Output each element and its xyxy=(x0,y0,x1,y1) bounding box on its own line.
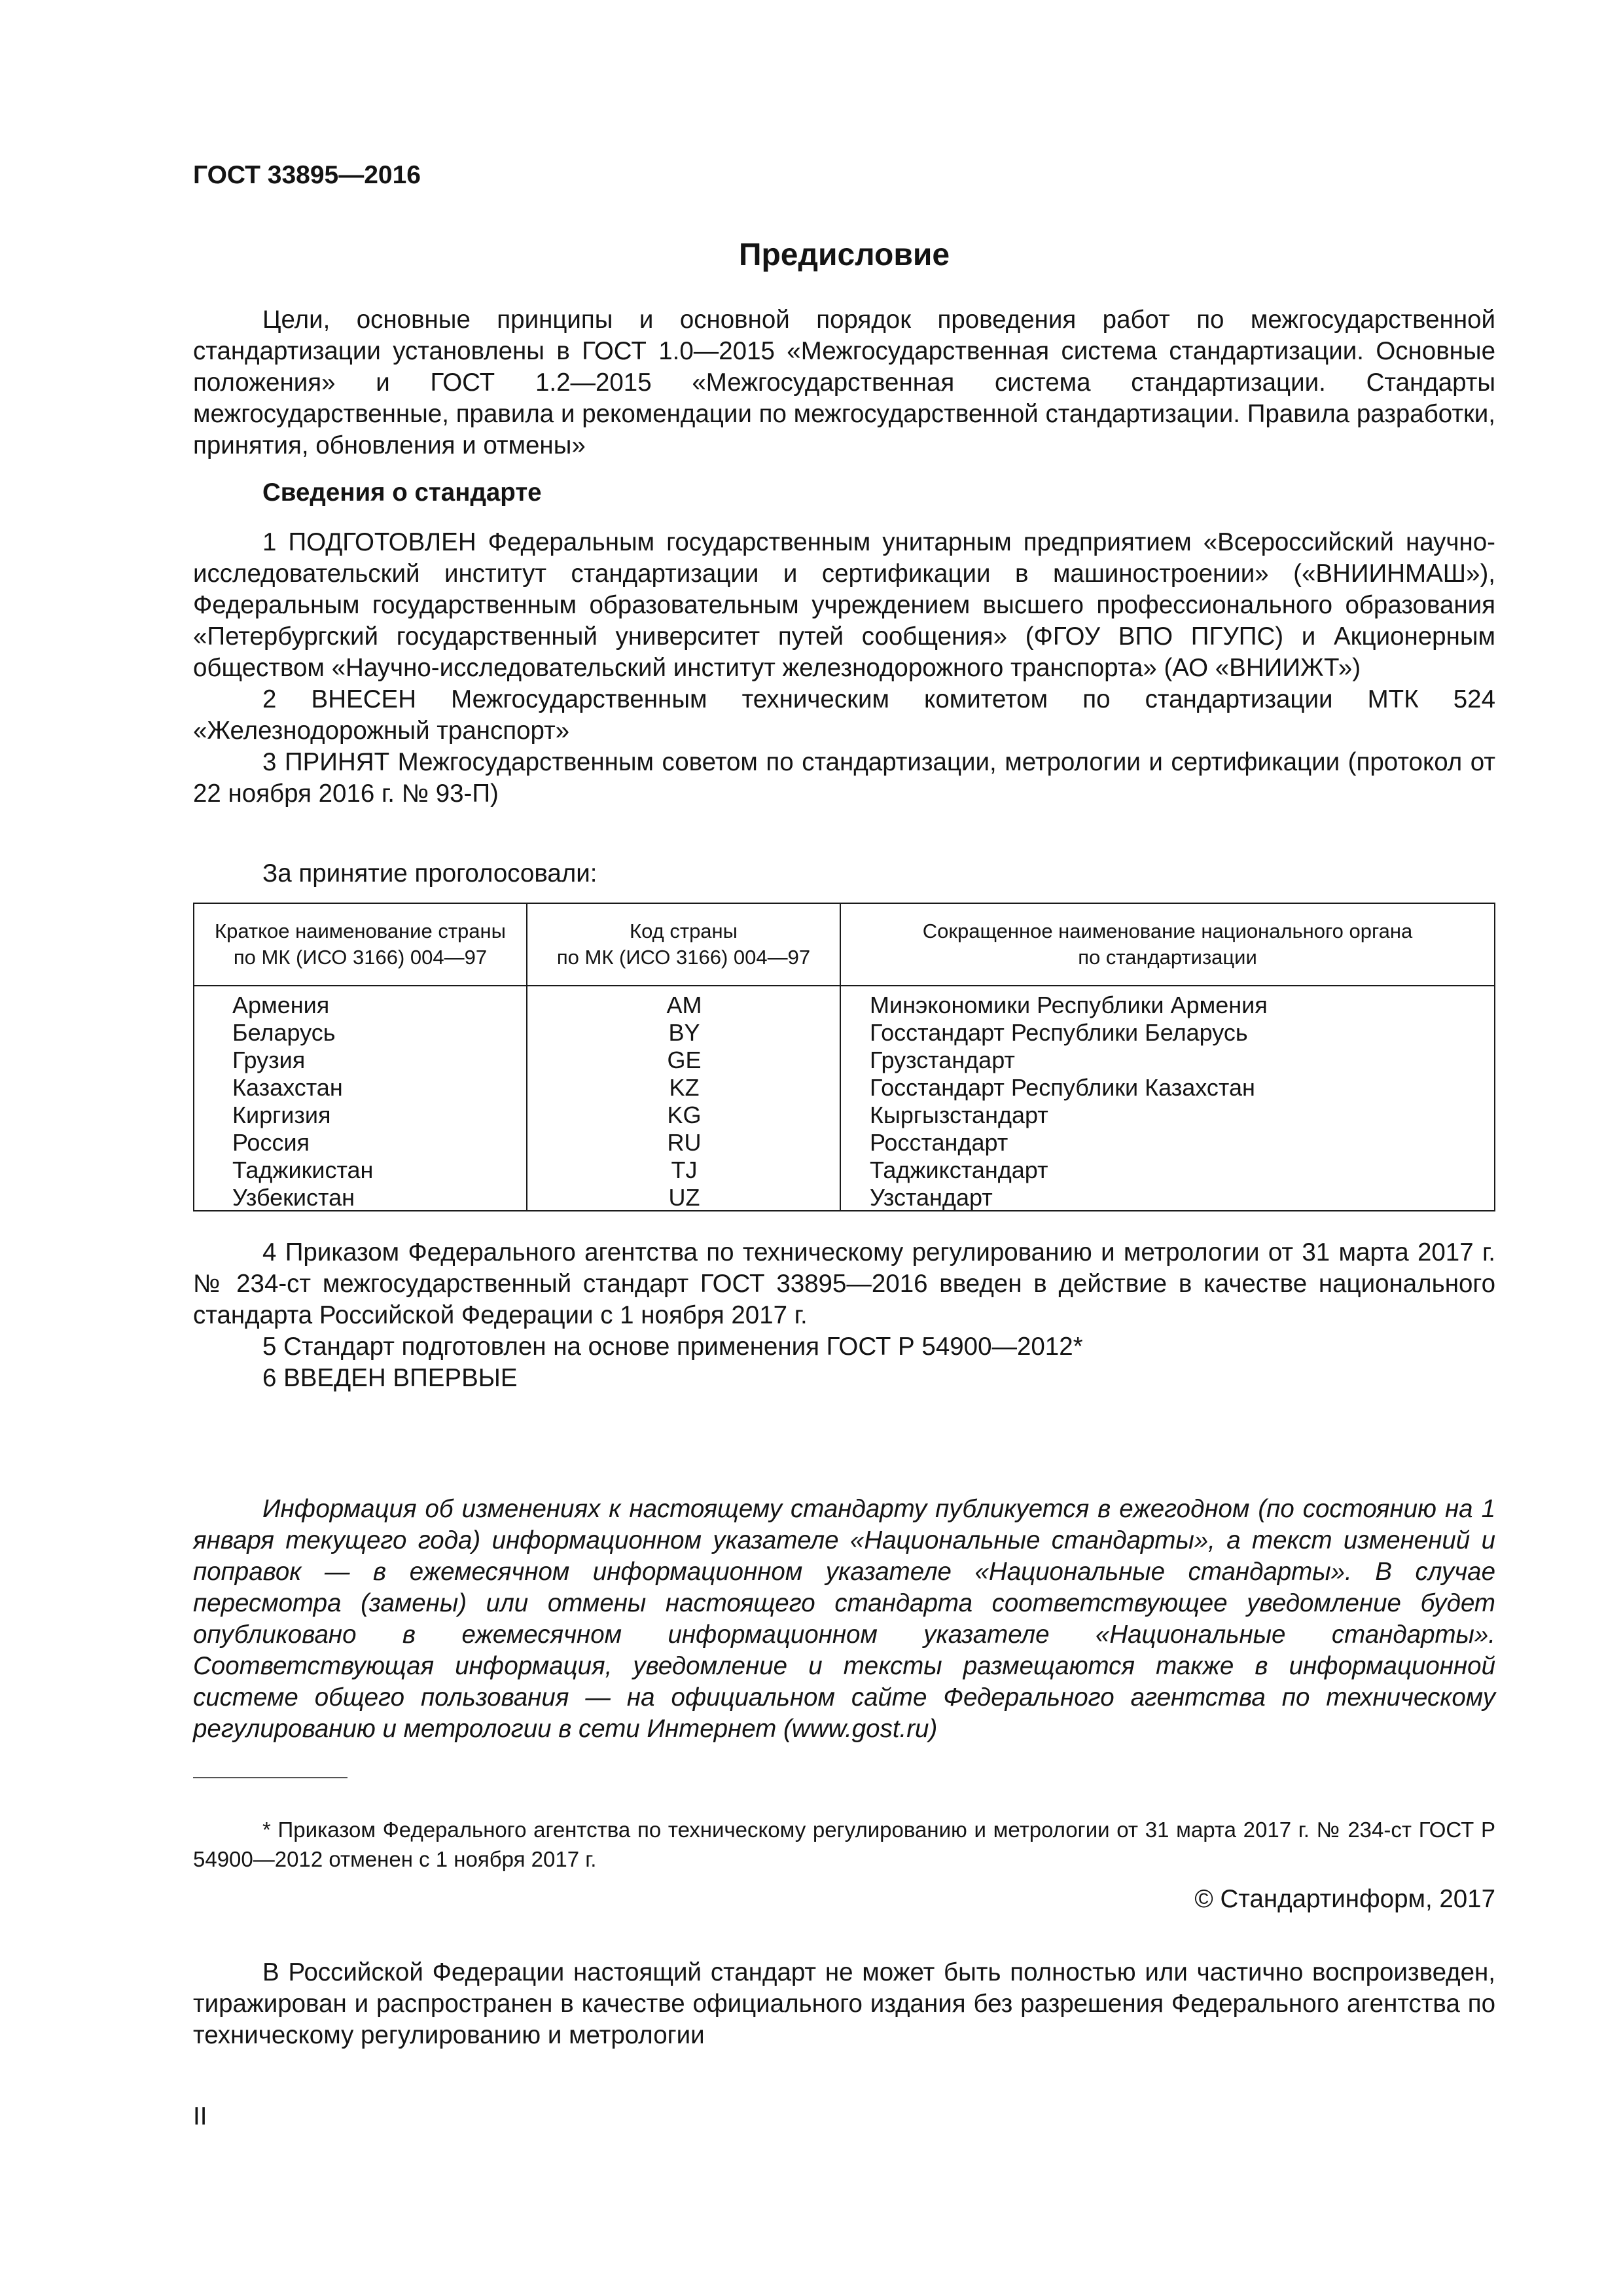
country-name: Беларусь xyxy=(232,1019,336,1046)
item-first-introduced: 6 ВВЕДЕН ВПЕРВЫЕ xyxy=(262,1364,518,1392)
info-notice xyxy=(193,1494,1495,1745)
national-body: Росстандарт xyxy=(870,1129,1008,1156)
country-code: BY xyxy=(668,1019,700,1046)
table-row xyxy=(194,992,1494,1019)
country-code: RU xyxy=(667,1129,702,1156)
standard-info-items xyxy=(193,527,1495,810)
national-body: Госстандарт Республики Казахстан xyxy=(870,1074,1255,1101)
country-code: KZ xyxy=(669,1074,700,1101)
country-code: UZ xyxy=(668,1184,700,1211)
footnote-divider xyxy=(193,1777,348,1778)
rights-text: В Российской Федерации настоящий стандарт не может быть полностью или частично воспроизведен, тиражирован и распространен в качестве официального издания без разрешения Федерального агентства по техническому регулированию и метрологии xyxy=(193,1958,1495,2049)
item-submitted: 2 ВНЕСЕН Межгосударственным техническим комитетом по стандартизации МТК 524 «Железнодорожный транспорт» xyxy=(193,685,1495,745)
country-name: Грузия xyxy=(232,1047,306,1073)
national-body: Кыргызстандарт xyxy=(870,1102,1048,1128)
info-notice-text: Информация об изменениях к настоящему стандарту публикуется в ежегодном (по состоянию на 1 января текущего года) информационном указателе «Национальные стандарты», а текст изменений и поправок — в ежемесячном информационном указателе «Национальные стандарты». В случае пересмотра (замены) или отмены настоящего стандарта соответствующее уведомление будет опубликовано в ежемесячном информационном указателе «Национальные стандарты». Соответствующая информация, уведомление и тексты размещаются также в информационной системе общего пользования — на официальном сайте Федерального агентства по техническому регулированию и метрологии в сети Интернет (www.gost.ru) xyxy=(193,1495,1495,1743)
national-body: Узстандарт xyxy=(870,1184,993,1211)
country-code: TJ xyxy=(671,1157,698,1183)
country-name: Армения xyxy=(232,992,330,1018)
document-code: ГОСТ 33895—2016 xyxy=(193,161,421,189)
footnote: * Приказом Федерального агентства по техническому регулированию и метрологии от 31 марта 2017 г. № 234-ст ГОСТ Р 54900—2012 отменен с 1 ноября 2017 г. xyxy=(193,1818,1495,1871)
item-enacted: 4 Приказом Федерального агентства по техническому регулированию и метрологии от 31 марта 2017 г. № 234-ст межгосударственный стандарт ГОСТ 33895—2016 введен в действие в качестве национального стандарта Российской Федерации с 1 ноября 2017 г. xyxy=(193,1238,1495,1329)
country-name: Узбекистан xyxy=(232,1184,355,1211)
table-body xyxy=(194,992,1494,1211)
country-code: GE xyxy=(667,1047,702,1073)
header-divider xyxy=(194,985,1494,986)
country-name: Таджикистан xyxy=(232,1157,374,1183)
table-row xyxy=(194,1074,1494,1102)
country-code: AM xyxy=(666,992,702,1018)
country-code: KG xyxy=(667,1102,702,1128)
table-row xyxy=(194,1184,1494,1211)
section-heading: Сведения о стандарте xyxy=(262,478,542,507)
national-body: Таджикстандарт xyxy=(870,1157,1048,1183)
intro-section xyxy=(193,304,1495,461)
national-body: Минэкономики Республики Армения xyxy=(870,992,1268,1018)
table-header-country: Краткое наименование страны по МК (ИСО 3166) 004—97 xyxy=(215,920,506,969)
table-header-body: Сокращенное наименование национального органа по стандартизации xyxy=(922,920,1413,969)
item-prepared: 1 ПОДГОТОВЛЕН Федеральным государственным унитарным предприятием «Всероссийский научно-исследовательский институт стандартизации и сертификации в машиностроении» («ВНИИНМАШ»), Федеральным государственным образовательным учреждением высшего профессионального образования «Петербургский государственный университет путей сообщения» (ФГОУ ВПО ПГУПС) и Акционерным обществом «Научно-исследовательский институт железнодорожного транспорта» (АО «ВНИИЖТ») xyxy=(193,528,1495,682)
country-name: Россия xyxy=(232,1129,310,1156)
country-name: Казахстан xyxy=(232,1074,343,1101)
copyright: © Стандартинформ, 2017 xyxy=(1194,1885,1495,1913)
table-row xyxy=(194,1102,1494,1129)
enactment-items xyxy=(193,1237,1495,1394)
item-adopted: 3 ПРИНЯТ Межгосударственным советом по стандартизации, метрологии и сертификации (протокол от 22 ноября 2016 г. № 93-П) xyxy=(193,748,1495,808)
table-row xyxy=(194,1129,1494,1157)
voting-table xyxy=(193,903,1495,1211)
table-row xyxy=(194,1019,1494,1047)
page-title: Предисловие xyxy=(738,238,950,272)
voted-label: За принятие проголосовали: xyxy=(262,859,597,888)
country-name: Киргизия xyxy=(232,1102,331,1128)
item-based-on: 5 Стандарт подготовлен на основе применения ГОСТ Р 54900—2012* xyxy=(262,1333,1083,1361)
table-row xyxy=(194,1047,1494,1074)
page-number: II xyxy=(193,2102,207,2130)
table-header-code: Код страны по МК (ИСО 3166) 004—97 xyxy=(556,920,811,969)
national-body: Грузстандарт xyxy=(870,1047,1015,1073)
rights-notice xyxy=(193,1957,1495,2051)
table-row xyxy=(194,1157,1494,1184)
national-body: Госстандарт Республики Беларусь xyxy=(870,1019,1248,1046)
intro-paragraph: Цели, основные принципы и основной порядок проведения работ по межгосударственной стандартизации установлены в ГОСТ 1.0—2015 «Межгосударственная система стандартизации. Основные положения» и ГОСТ 1.2—2015 «Межгосударственная система стандартизации. Стандарты межгосударственные, правила и рекомендации по межгосударственной стандартизации. Правила разработки, принятия, обновления и отмены» xyxy=(193,306,1495,459)
